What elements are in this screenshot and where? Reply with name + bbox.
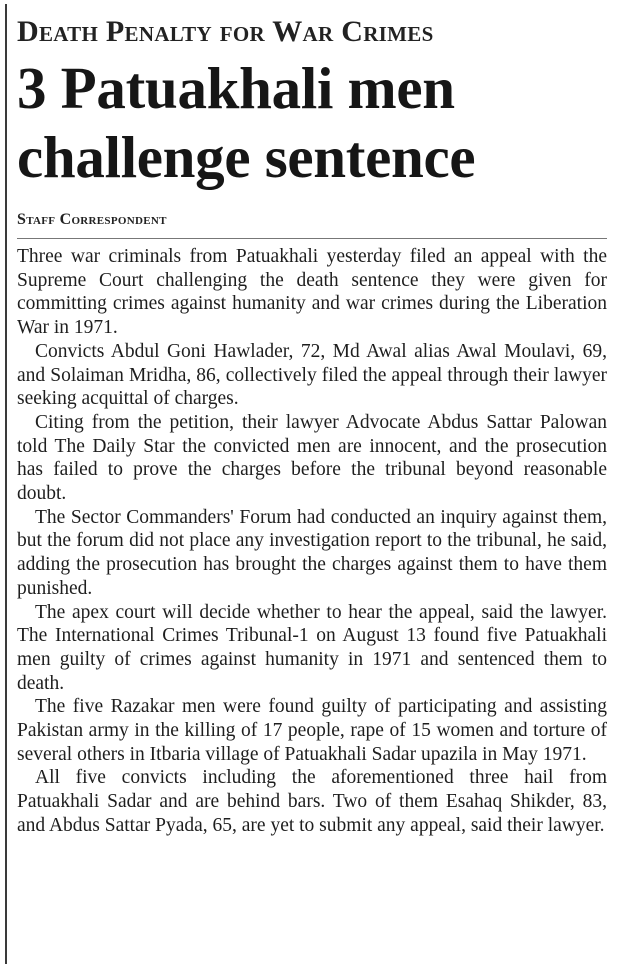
article-paragraph: Three war criminals from Patuakhali yesterday filed an appeal with the Supreme Court challenging the death sentence they were given for committing crimes against humanity and war crimes during the Liberation War in 1971. xyxy=(17,246,607,339)
article-body xyxy=(17,245,607,838)
article-headline: 3 Patuakhali men challenge sentence xyxy=(17,55,476,190)
news-article xyxy=(17,14,607,838)
article-paragraph: Convicts Abdul Goni Hawlader, 72, Md Awal alias Awal Moulavi, 69, and Solaiman Mridha, 86, collectively filed the appeal through their lawyer seeking acquittal of charges. xyxy=(17,340,607,410)
article-paragraph: The apex court will decide whether to hear the appeal, said the lawyer. The International Crimes Tribunal-1 on August 13 found five Patuakhali men guilty of crimes against humanity in 1971 and sentenced them to death. xyxy=(17,601,607,694)
article-paragraph: The Sector Commanders' Forum had conducted an inquiry against them, but the forum did not place any investigation report to the tribunal, he said, adding the prosecution has brought the charges against them to have them punished. xyxy=(17,506,607,599)
article-paragraph: The five Razakar men were found guilty of participating and assisting Pakistan army in the killing of 17 people, rape of 15 women and torture of several others in Itbaria village of Patuakhali Sadar upazila in May 1971. xyxy=(17,696,607,765)
article-paragraph: Citing from the petition, their lawyer Advocate Abdus Sattar Palowan told The Daily Star the convicted men are innocent, and the prosecution has failed to prove the charges before the tribunal beyond reasonable doubt. xyxy=(17,411,607,505)
article-paragraph: All five convicts including the aforementioned three hail from Patuakhali Sadar and are behind bars. Two of them Esahaq Shikder, 83, and Abdus Sattar Pyada, 65, are yet to submit any appeal, said their lawyer. xyxy=(17,767,607,836)
column-rule xyxy=(5,4,7,964)
article-byline: Staff Correspondent xyxy=(17,211,167,228)
byline-divider xyxy=(17,238,607,239)
article-kicker: Death Penalty for War Crimes xyxy=(17,15,434,48)
